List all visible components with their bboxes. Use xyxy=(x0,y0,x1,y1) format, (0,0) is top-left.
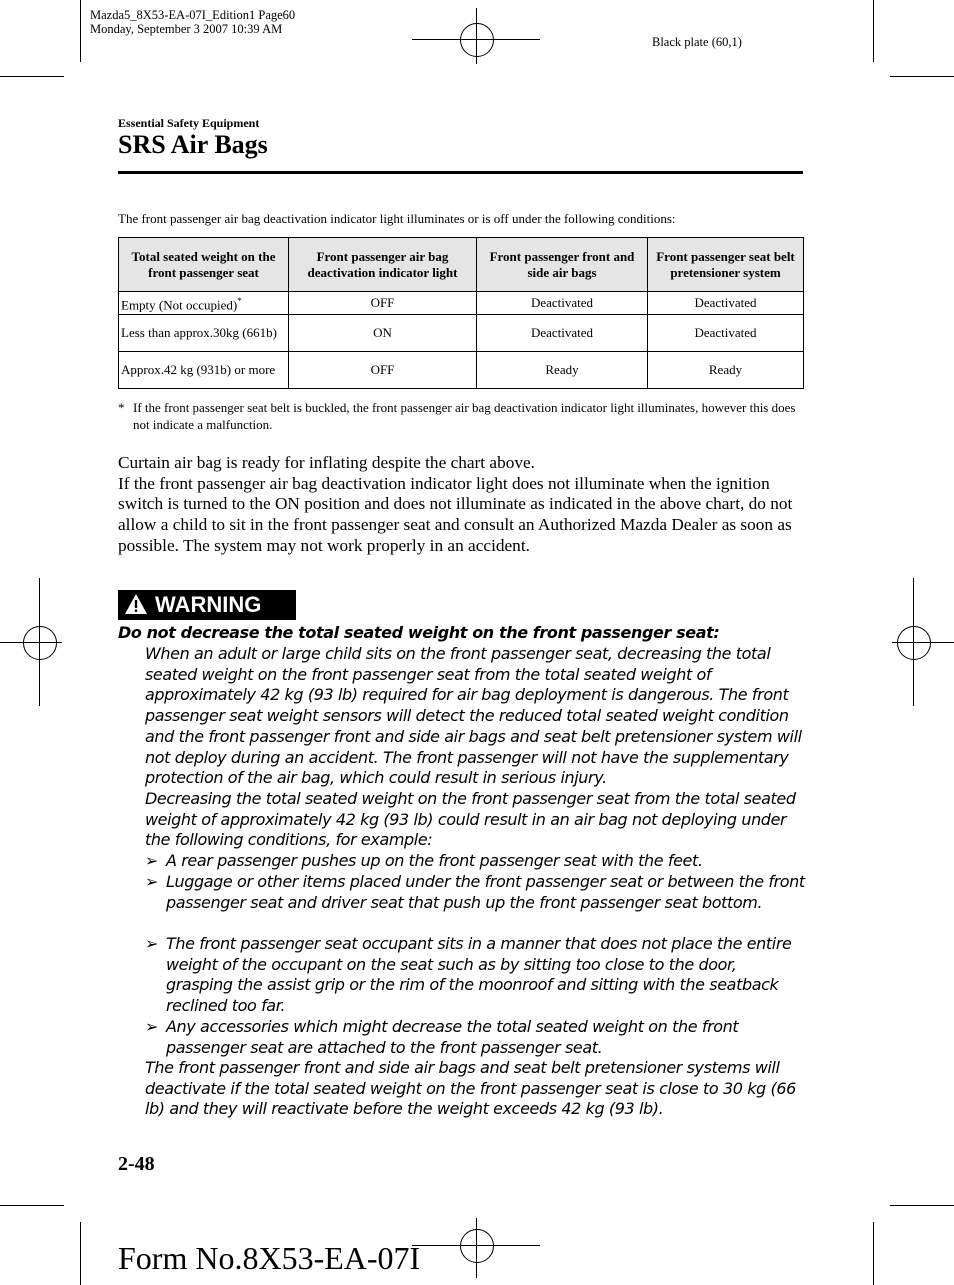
warning-heading: Do not decrease the total seated weight on the front passenger seat: xyxy=(118,623,720,642)
footnote-marker: * xyxy=(237,296,242,306)
table-cell: Ready xyxy=(477,352,648,389)
bullet-arrow-icon: ➢ xyxy=(145,851,159,870)
warning-paragraph-3: The front passenger front and side air bags and seat belt pretensioner systems will deactivate if the total seated weight on the front passenger seat is close to 30 kg (66 lb) and they will reactivate before the weight exceeds 42 kg (93 lb). xyxy=(145,1058,796,1119)
table-header-cell: Front passenger air bag deactivation indicator light xyxy=(289,238,477,292)
table-header-cell: Total seated weight on the front passenger seat xyxy=(119,238,289,292)
bullet-arrow-icon: ➢ xyxy=(145,1017,159,1036)
warning-bullet-text: Any accessories which might decrease the total seated weight on the front passenger seat are attached to the front passenger seat. xyxy=(166,1017,739,1057)
title-rule xyxy=(118,171,803,174)
warning-bullet xyxy=(145,1017,805,1058)
footnote-star: * xyxy=(118,400,125,415)
warning-paragraph-1: When an adult or large child sits on the front passenger seat, decreasing the total seated weight on the front passenger seat from the total seated weight of approximately 42 kg (93 lb) required for air bag deployment is dangerous. The front passenger seat weight sensors will detect the reduced total seated weight condition and the front passenger front and side air bags and seat belt pretensioner system will not deploy during an accident. The front passenger will not have the supplementary protection of the air bag, which could result in serious injury. xyxy=(145,644,802,788)
table-cell: Deactivated xyxy=(648,292,804,315)
warning-paragraph-2: Decreasing the total seated weight on the front passenger seat from the total seated weight of approximately 42 kg (93 lb) could result in an air bag not deploying under the following conditions, for example: xyxy=(145,789,796,850)
footnote-text: If the front passenger seat belt is buckled, the front passenger air bag deactivation indicator light illuminates, however this does not indicate a malfunction. xyxy=(133,400,796,432)
table-cell: OFF xyxy=(289,352,477,389)
table-cell-text: Empty (Not occupied) xyxy=(121,297,238,313)
print-header-line2: Monday, September 3 2007 10:39 AM xyxy=(90,22,283,36)
table-cell: Deactivated xyxy=(477,315,648,352)
page-title: SRS Air Bags xyxy=(118,130,268,159)
table-cell: OFF xyxy=(289,292,477,315)
warning-bullet-text: Luggage or other items placed under the front passenger seat or between the front passenger seat and driver seat that push up the front passenger seat bottom. xyxy=(166,872,805,912)
warning-triangle-icon xyxy=(124,593,148,615)
print-header-line1: Mazda5_8X53-EA-07I_Edition1 Page60 xyxy=(90,8,296,22)
table-cell: Deactivated xyxy=(648,315,804,352)
table-cell: Ready xyxy=(648,352,804,389)
section-label: Essential Safety Equipment xyxy=(118,116,260,130)
table-footnote xyxy=(118,399,808,433)
warning-bullet xyxy=(145,872,805,913)
intro-text: The front passenger air bag deactivation indicator light illuminates or is off under the following conditions: xyxy=(118,211,676,226)
warning-bullet xyxy=(145,934,805,1017)
table-row xyxy=(119,352,804,389)
page-number: 2-48 xyxy=(118,1153,155,1175)
body-paragraph-1: Curtain air bag is ready for inflating despite the chart above. xyxy=(118,453,536,472)
warning-banner xyxy=(118,590,296,620)
bullet-arrow-icon: ➢ xyxy=(145,934,159,953)
warning-label: WARNING xyxy=(155,592,262,617)
table-header-cell: Front passenger front and side air bags xyxy=(477,238,648,292)
table-cell: Deactivated xyxy=(477,292,648,315)
table-row xyxy=(119,292,804,315)
warning-bullet-text: A rear passenger pushes up on the front passenger seat with the feet. xyxy=(166,851,703,870)
warning-bullet xyxy=(145,851,805,872)
bullet-arrow-icon: ➢ xyxy=(145,872,159,891)
table-header-cell: Front passenger seat belt pretensioner system xyxy=(648,238,804,292)
conditions-table xyxy=(118,237,804,389)
table-header-row xyxy=(119,238,804,292)
table-row xyxy=(119,315,804,352)
table-cell xyxy=(119,292,289,315)
form-number: Form No.8X53-EA-07I xyxy=(118,1240,421,1276)
plate-label: Black plate (60,1) xyxy=(652,35,742,49)
table-cell: Approx.42 kg (931b) or more xyxy=(119,352,289,389)
table-cell: ON xyxy=(289,315,477,352)
body-text xyxy=(118,453,808,557)
table-cell: Less than approx.30kg (661b) xyxy=(119,315,289,352)
warning-bullet-text: The front passenger seat occupant sits in a manner that does not place the entire weight of the occupant on the seat such as by sitting too close to the door, grasping the assist grip or the rim of the moonroof and sitting with the seatback reclined too far. xyxy=(166,934,792,1016)
body-paragraph-2: If the front passenger air bag deactivation indicator light does not illuminate when the ignition switch is turned to the ON position and does not illuminate as indicated in the above chart, do not allow a child to sit in the front passenger seat and consult an Authorized Mazda Dealer as soon as possible. The system may not work properly in an accident. xyxy=(118,473,793,555)
print-header xyxy=(90,8,295,36)
